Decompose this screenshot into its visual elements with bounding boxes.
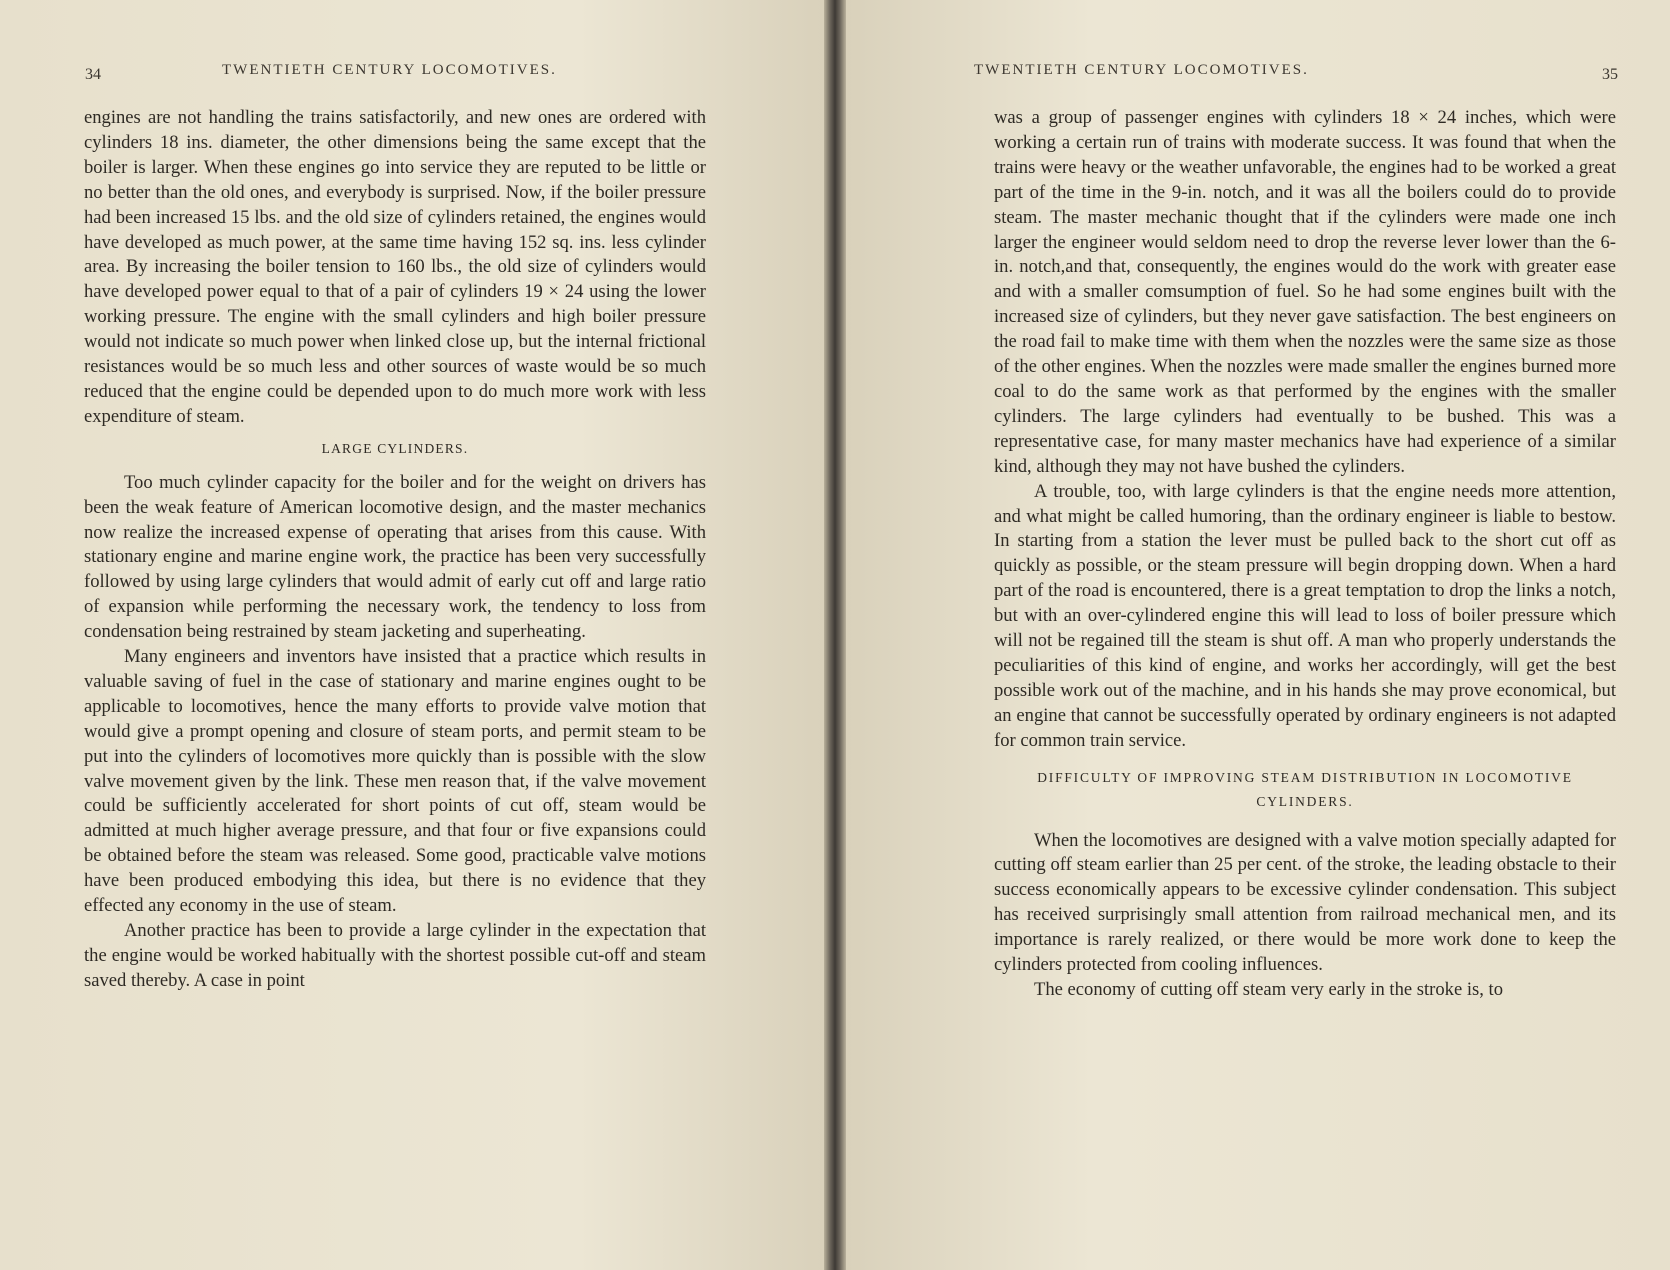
paragraph: Too much cylinder capacity for the boiler and for the weight on drivers has been the weak feature of American locomotive design, and the master mechanics now realize the increased expense of operating that arises from this cause. With stationary engine and marine engine work, the practice has been very successfully followed by using large cylinders that would admit of early cut off and large ratio of expansion while performing the necessary work, the tendency to loss from condensation being restrained by steam jacketing and superheating. <box>84 471 706 643</box>
left-page <box>0 0 824 1270</box>
paragraph: The economy of cutting off steam very early in the stroke is, to <box>1034 979 1504 1000</box>
section-heading: LARGE CYLINDERS. <box>321 440 469 456</box>
running-header: TWENTIETH CENTURY LOCOMOTIVES. <box>222 62 557 78</box>
paragraph: A trouble, too, with large cylinders is that the engine needs more attention, and what might be called humoring, than the ordinary engineer is liable to bestow. In starting from a station the lever must be pulled back to the short cut off as quickly as possible, or the steam pressure will begin dropping down. When a hard part of the road is encountered, there is a great temptation to drop the links a notch, but with an over-cylindered engine this will lead to loss of boiler pressure which will not be regained till the steam is shut off. A man who properly understands the peculiarities of this kind of engine, and works her accordingly, will get the best possible work out of the machine, and in his hands she may prove economical, but an engine that cannot be successfully operated by ordinary engineers is not adapted for common train service. <box>994 480 1616 751</box>
page-number: 35 <box>1602 66 1618 83</box>
paragraph: When the locomotives are designed with a valve motion specially adapted for cutting off steam earlier than 25 per cent. of the stroke, the leading obstacle to their success economically appears to be excessive cylinder condensation. This subject has received surprisingly small attention from railroad mechanical men, and its importance is rarely realized, or there would be more work done to keep the cylinders protected from cooling influences. <box>994 829 1616 976</box>
page-body <box>994 106 1616 1003</box>
paragraph: was a group of passenger engines with cylinders 18 × 24 inches, which were working a certain run of trains with moderate success. It was found that when the trains were heavy or the weather unfavorable, the engines had to be worked a great part of the time in the 9-in. notch, and it was all the boilers could do to provide steam. The master mechanic thought that if the cylinders were made one inch larger the engineer would seldom need to drop the reverse lever lower than the 6-in. notch,and that, consequently, the engines would do the work with greater ease and with a smaller comsumption of fuel. So he had some engines built with the increased size of cylinders, but they never gave satisfaction. The best engineers on the road fail to make time with them when the nozzles were the same size as those of the other engines. When the nozzles were made smaller the engines burned more coal to do the same work as that performed by the engines with the smaller cylinders. The large cylinders had eventually to be bushed. This was a representative case, for many master mechanics have had experience of a similar kind, although they may not have bushed the cylinders. <box>994 107 1616 477</box>
page-body <box>84 106 706 994</box>
section-heading-line: DIFFICULTY OF IMPROVING STEAM DISTRIBUTION IN LOCOMOTIVE <box>1037 769 1573 785</box>
section-heading-line: CYLINDERS. <box>1256 793 1354 809</box>
section-heading <box>994 766 1616 814</box>
paragraph: Another practice has been to provide a large cylinder in the expectation that the engine would be worked habitually with the shortest possible cut-off and steam saved thereby. A case in point <box>84 920 706 991</box>
right-page <box>846 0 1670 1270</box>
running-header: TWENTIETH CENTURY LOCOMOTIVES. <box>974 62 1309 78</box>
paragraph: Many engineers and inventors have insisted that a practice which results in valuable saving of fuel in the case of stationary and marine engines ought to be applicable to locomotives, hence the many efforts to provide valve motion that would give a prompt opening and closure of steam ports, and permit steam to be put into the cylinders of locomotives more quickly than is possible with the slow valve movement given by the link. These men reason that, if the valve movement could be sufficiently accelerated for short points of cut off, steam would be admitted at much higher average pressure, and that four or five expansions could be obtained before the steam was released. Some good, practicable valve motions have been produced embodying this idea, but there is no evidence that they effected any economy in the use of steam. <box>84 646 706 917</box>
page-number: 34 <box>85 66 101 83</box>
book-gutter <box>824 0 846 1270</box>
paragraph: engines are not handling the trains satisfactorily, and new ones are ordered with cylinders 18 ins. diameter, the other dimensions being the same except that the boiler is larger. When these engines go into service they are reputed to be little or no better than the old ones, and everybody is surprised. Now, if the boiler pressure had been increased 15 lbs. and the old size of cylinders retained, the engines would have developed as much power, at the same time having 152 sq. ins. less cylinder area. By increasing the boiler tension to 160 lbs., the old size of cylinders would have developed power equal to that of a pair of cylinders 19 × 24 using the lower working pressure. The engine with the small cylinders and high boiler pressure would not indicate so much power when linked close up, but the internal frictional resistances would be so much less and other sources of waste would be so much reduced that the engine could be depended upon to do much more work with less expenditure of steam. <box>84 107 706 427</box>
